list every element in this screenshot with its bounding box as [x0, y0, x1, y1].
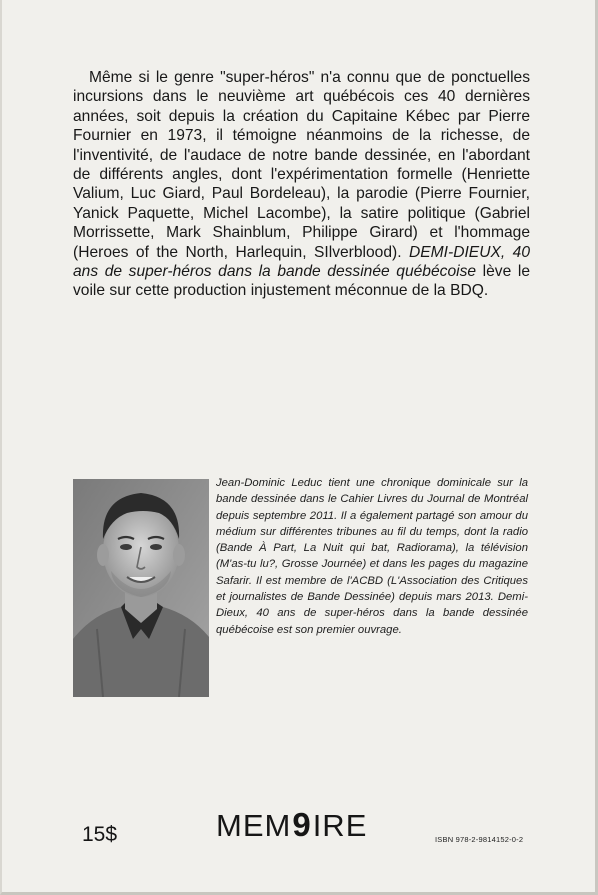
- blurb-body: Même si le genre "super-héros" n'a connu que de ponctuelles incursions dans le neuvième art québécois ces 40 dernières années, soit depuis la création du Capitaine Kébec par Pierre Fournier en 1973, il témoigne néanmoins de la richesse, de l'inventivité, de l'audace de notre bande dessinée, en l'abordant de différents angles, dont l'expérimentation formelle (Henriette Valium, Luc Giard, Paul Bordeleau), la parodie (Pierre Fournier, Yanick Paquette, Michel Lacombe), la satire politique (Gabriel Morrissette, Mark Shainblum, Philippe Girard) et l'hommage (Heroes of the North, Harlequin, SIlverblood).: [73, 69, 530, 261]
- logo-text-start: MEM: [216, 808, 292, 843]
- blurb-ending: lève le voile sur cette production injustement méconnue de la BDQ.: [73, 263, 530, 300]
- isbn: ISBN 978-2-9814152-0-2: [435, 835, 524, 844]
- author-photo: [73, 479, 209, 697]
- book-title: DEMI-DIEUX, 40 ans de super-héros dans la bande dessinée québécoise: [73, 243, 530, 281]
- logo-nine-glyph: 9: [292, 806, 312, 843]
- author-bio: Jean-Dominic Leduc tient une chronique dominicale sur la bande dessinée dans le Cahier Livres du Journal de Montréal depuis septembre 2011. Il a également partagé son amour du médium sur différentes tribunes au fil du temps, dont la radio (Bande À Part, La Nuit qui bat, Radiorama), la télévision (M'as-tu lu?, Grosse Journée) et dans les pages du magazine Safarir. Il est membre de l'ACBD (L'Association des Critiques et journalistes de Bande Dessinée) depuis mars 2013. Demi-Dieux, 40 ans de super-héros dans la bande dessinée québécoise est son premier ouvrage.: [216, 477, 528, 636]
- logo-text-end: IRE: [312, 808, 368, 843]
- publisher-logo: [216, 806, 367, 844]
- back-cover-blurb: [73, 68, 530, 301]
- price: 15$: [82, 823, 118, 846]
